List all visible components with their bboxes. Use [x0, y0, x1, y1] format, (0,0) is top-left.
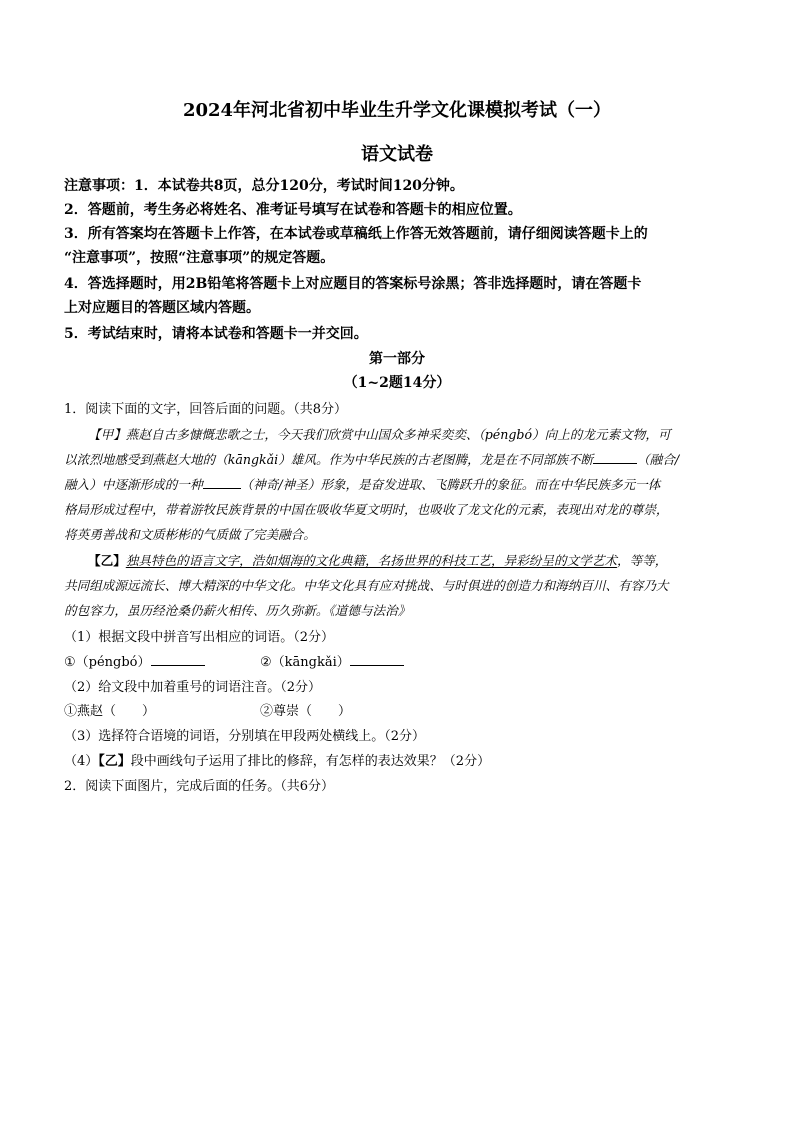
answer-blank-2	[203, 476, 241, 489]
jia-line-2-text: 以浓烈地感受到燕赵大地的（kāngkǎi）雄风。作为中华民族的古老图腾，龙是在不同部族不断	[64, 452, 594, 467]
yi-line-3: 的包容力，虽历经沧桑仍薪火相传、历久弥新。《道德与法治》	[64, 603, 411, 618]
sub-question-1-answers-b	[260, 651, 404, 670]
sub1-item-a: ①（péngbó）	[64, 655, 151, 670]
note-line-5: 4．答选择题时，用2B铅笔将答题卡上对应题目的答案标号涂黑；答非选择题时，请在答题卡	[64, 276, 642, 292]
yi-line-1	[88, 550, 667, 569]
jia-line-3	[64, 474, 660, 493]
section-range: （1~2题14分）	[343, 375, 451, 391]
question-1-stem: 1．阅读下面的文字，回答后面的问题。（共8分）	[64, 402, 348, 417]
sub1-item-b: ②（kāngkǎi）	[260, 655, 350, 670]
note-line-6: 上对应题目的答题区域内答题。	[64, 300, 260, 316]
jia-line-1: 【甲】燕赵自古多慷慨悲歌之士，今天我们欣赏中山国众多神采奕奕、（péngbó）向上的龙元素文物，可	[88, 427, 671, 442]
answer-blank-3	[151, 653, 205, 666]
sub-question-1-answers	[64, 651, 205, 670]
sub-question-1: （1）根据文段中拼音写出相应的词语。（2分）	[64, 630, 335, 645]
sub-question-3: （3）选择符合语境的词语，分别填在甲段两处横线上。（2分）	[64, 729, 426, 744]
exam-title: 2024年河北省初中毕业生升学文化课模拟考试（一）	[182, 100, 612, 121]
jia-line-3-text: 融入）中逐渐形成的一种	[64, 477, 203, 492]
sub2-item-a: ①燕赵（ ）	[64, 704, 156, 719]
note-line-4: “注意事项”，按照“注意事项”的规定答题。	[64, 250, 335, 266]
note-line-7: 5．考试结束时，请将本试卷和答题卡一并交回。	[64, 326, 368, 342]
jia-line-3-rest: （神奇/神圣）形象，是奋发进取、飞腾跃升的象征。而在中华民族多元一体	[240, 477, 661, 492]
sub-question-2: （2）给文段中加着重号的词语注音。（2分）	[64, 680, 322, 695]
sub4-tag: 【乙】	[98, 754, 131, 769]
sub4-number: （4）	[64, 754, 99, 769]
section-title: 第一部分	[369, 351, 425, 367]
answer-blank-4	[350, 653, 404, 666]
jia-line-5: 将英勇善战和文质彬彬的气质做了完美融合。	[64, 527, 316, 542]
sub-question-4	[64, 750, 490, 769]
sub4-text: 段中画线句子运用了排比的修辞，有怎样的表达效果？（2分）	[130, 754, 491, 769]
jia-line-4: 格局形成过程中，带着游牧民族背景的中国在吸收华夏文明时，也吸收了龙文化的元素，表现出对龙的尊崇，	[64, 502, 669, 517]
answer-blank-1	[593, 451, 637, 464]
note-line-1: 注意事项：1．本试卷共8页，总分120分，考试时间120分钟。	[64, 178, 464, 194]
question-2-stem: 2．阅读下面图片，完成后面的任务。（共6分）	[64, 779, 335, 794]
yi-line-2: 共同组成源远流长、博大精深的中华文化。中华文化具有应对挑战、与时俱进的创造力和海纳百川、有容乃大	[64, 578, 669, 593]
yi-underlined-sentence: 独具特色的语言文字，浩如烟海的文化典籍，名扬世界的科技工艺，异彩纷呈的文学艺术	[125, 553, 617, 568]
exam-subtitle: 语文试卷	[361, 144, 433, 165]
sub2-item-b: ②尊崇（ ）	[260, 704, 352, 719]
jia-line-2-options: （融合/	[637, 452, 680, 467]
note-line-2: 2．答题前，考生务必将姓名、准考证号填写在试卷和答题卡的相应位置。	[64, 202, 522, 218]
yi-tag: 【乙】	[88, 553, 126, 568]
yi-line-1-rest: ，等等，	[616, 553, 668, 568]
jia-line-2	[64, 449, 679, 468]
note-line-3: 3．所有答案均在答题卡上作答，在本试卷或草稿纸上作答无效答题前，请仔细阅读答题卡上的	[64, 226, 648, 242]
